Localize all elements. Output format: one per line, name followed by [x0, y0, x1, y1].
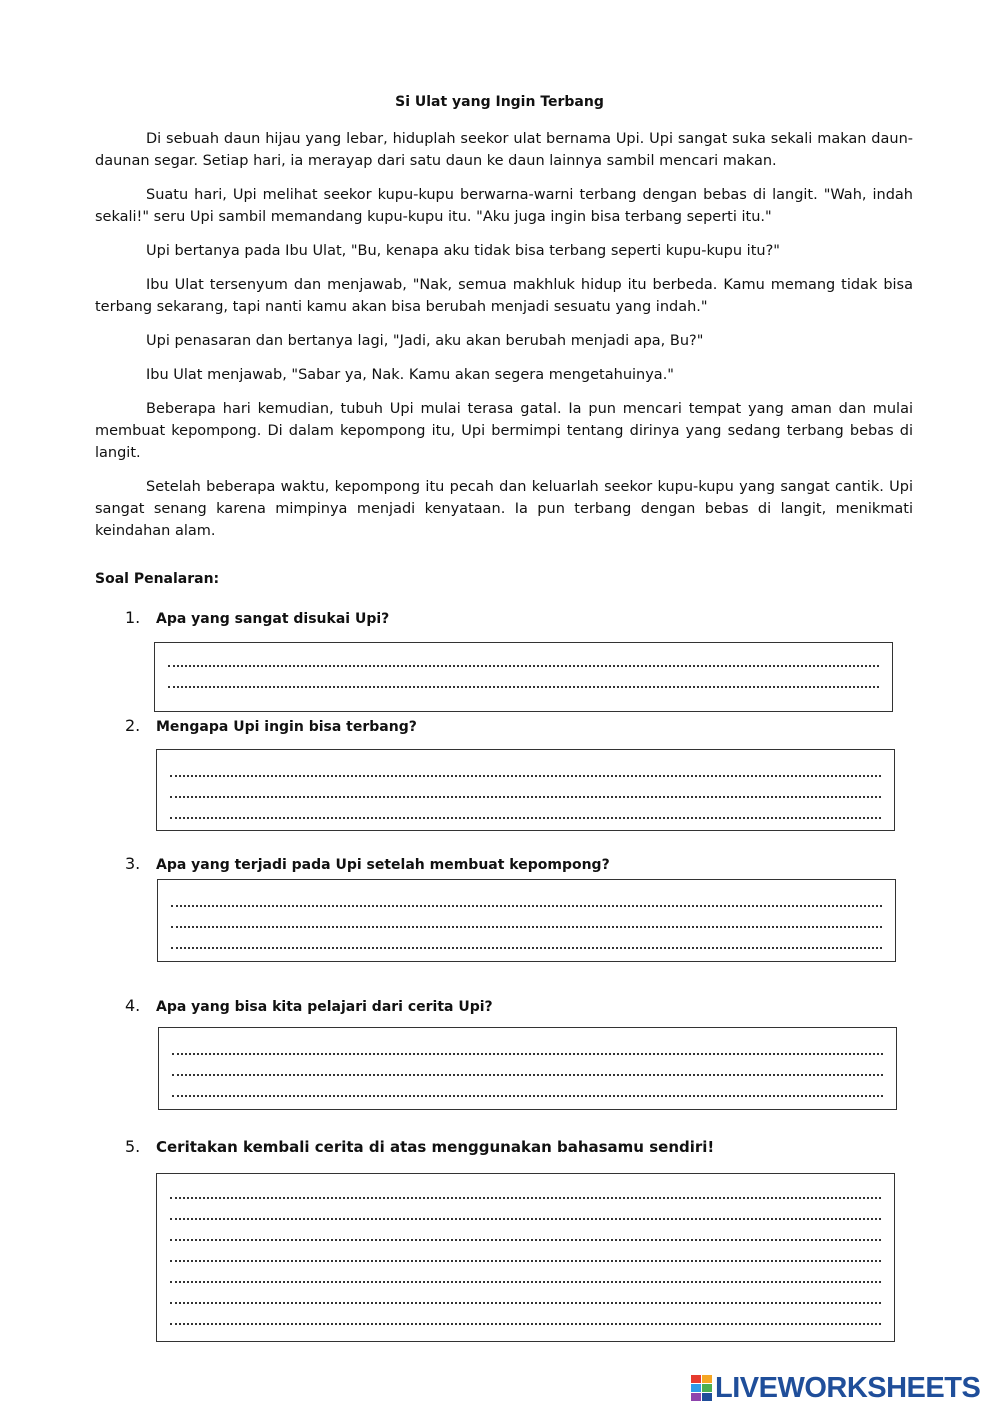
- story-paragraph: Beberapa hari kemudian, tubuh Upi mulai terasa gatal. Ia pun mencari tempat yang aman dan mulai membuat kepompong. Di dalam kepompong itu, Upi bermimpi tentang dirinya yang sedang terbang bebas di langit.: [95, 401, 913, 461]
- answer-line[interactable]: [170, 1304, 881, 1325]
- answer-line[interactable]: [170, 1220, 881, 1241]
- question-text: Apa yang sangat disukai Upi?: [156, 611, 390, 627]
- answer-line[interactable]: [168, 646, 879, 667]
- answer-line[interactable]: [170, 1199, 881, 1220]
- questions-heading: Soal Penalaran:: [95, 571, 220, 587]
- question-number: 3.: [125, 854, 141, 873]
- answer-line[interactable]: [172, 1055, 883, 1076]
- question-text: Apa yang terjadi pada Upi setelah membuat kepompong?: [156, 857, 610, 873]
- story-text: [95, 128, 913, 554]
- question-number: 1.: [125, 608, 141, 627]
- answer-line[interactable]: [168, 667, 879, 688]
- question-text: Ceritakan kembali cerita di atas menggunakan bahasamu sendiri!: [156, 1138, 715, 1156]
- answer-line[interactable]: [170, 777, 881, 798]
- liveworksheets-logo: [691, 1373, 980, 1403]
- answer-box-2[interactable]: [156, 749, 895, 831]
- question-2: [125, 716, 417, 735]
- answer-line[interactable]: [170, 1283, 881, 1304]
- question-number: 4.: [125, 996, 141, 1015]
- question-text: Apa yang bisa kita pelajari dari cerita Upi?: [156, 999, 493, 1015]
- answer-line[interactable]: [170, 798, 881, 819]
- answer-line[interactable]: [171, 907, 882, 928]
- worksheet-title: Si Ulat yang Ingin Terbang: [395, 94, 604, 110]
- answer-line[interactable]: [172, 1034, 883, 1055]
- answer-line[interactable]: [172, 1076, 883, 1097]
- question-number: 5.: [125, 1137, 141, 1156]
- story-paragraph: Setelah beberapa waktu, kepompong itu pecah dan keluarlah seekor kupu-kupu yang sangat cantik. Upi sangat senang karena mimpinya menjadi kenyataan. Ia pun terbang dengan bebas di langit, menikmati keindahan alam.: [95, 479, 913, 539]
- story-paragraph: Upi penasaran dan bertanya lagi, "Jadi, aku akan berubah menjadi apa, Bu?": [146, 333, 704, 349]
- answer-box-5[interactable]: [156, 1173, 895, 1342]
- liveworksheets-logo-icon: [691, 1375, 713, 1401]
- answer-line[interactable]: [171, 928, 882, 949]
- story-paragraph: Ibu Ulat tersenyum dan menjawab, "Nak, semua makhluk hidup itu berbeda. Kamu memang tidak bisa terbang sekarang, tapi nanti kamu akan bisa berubah menjadi sesuatu yang indah.": [95, 277, 913, 315]
- answer-box-1[interactable]: [154, 642, 893, 712]
- answer-line[interactable]: [170, 1262, 881, 1283]
- question-3: [125, 854, 610, 873]
- answer-box-4[interactable]: [158, 1027, 897, 1110]
- story-paragraph: Suatu hari, Upi melihat seekor kupu-kupu berwarna-warni terbang dengan bebas di langit. "Wah, indah sekali!" seru Upi sambil memandang kupu-kupu itu. "Aku juga ingin bisa terbang seperti itu.": [95, 187, 913, 225]
- answer-line[interactable]: [170, 756, 881, 777]
- answer-line[interactable]: [170, 1178, 881, 1199]
- liveworksheets-logo-text: LIVEWORKSHEETS: [715, 1371, 981, 1404]
- question-text: Mengapa Upi ingin bisa terbang?: [156, 719, 417, 735]
- answer-box-3[interactable]: [157, 879, 896, 962]
- question-1: [125, 608, 389, 627]
- answer-line[interactable]: [170, 1241, 881, 1262]
- story-paragraph: Ibu Ulat menjawab, "Sabar ya, Nak. Kamu akan segera mengetahuinya.": [146, 367, 674, 383]
- question-4: [125, 996, 493, 1015]
- question-number: 2.: [125, 716, 141, 735]
- story-paragraph: Upi bertanya pada Ibu Ulat, "Bu, kenapa aku tidak bisa terbang seperti kupu-kupu itu?": [146, 243, 780, 259]
- answer-line[interactable]: [171, 886, 882, 907]
- story-paragraph: Di sebuah daun hijau yang lebar, hiduplah seekor ulat bernama Upi. Upi sangat suka sekali makan daun-daunan segar. Setiap hari, ia merayap dari satu daun ke daun lainnya sambil mencari makan.: [95, 131, 913, 169]
- question-5: [125, 1137, 714, 1156]
